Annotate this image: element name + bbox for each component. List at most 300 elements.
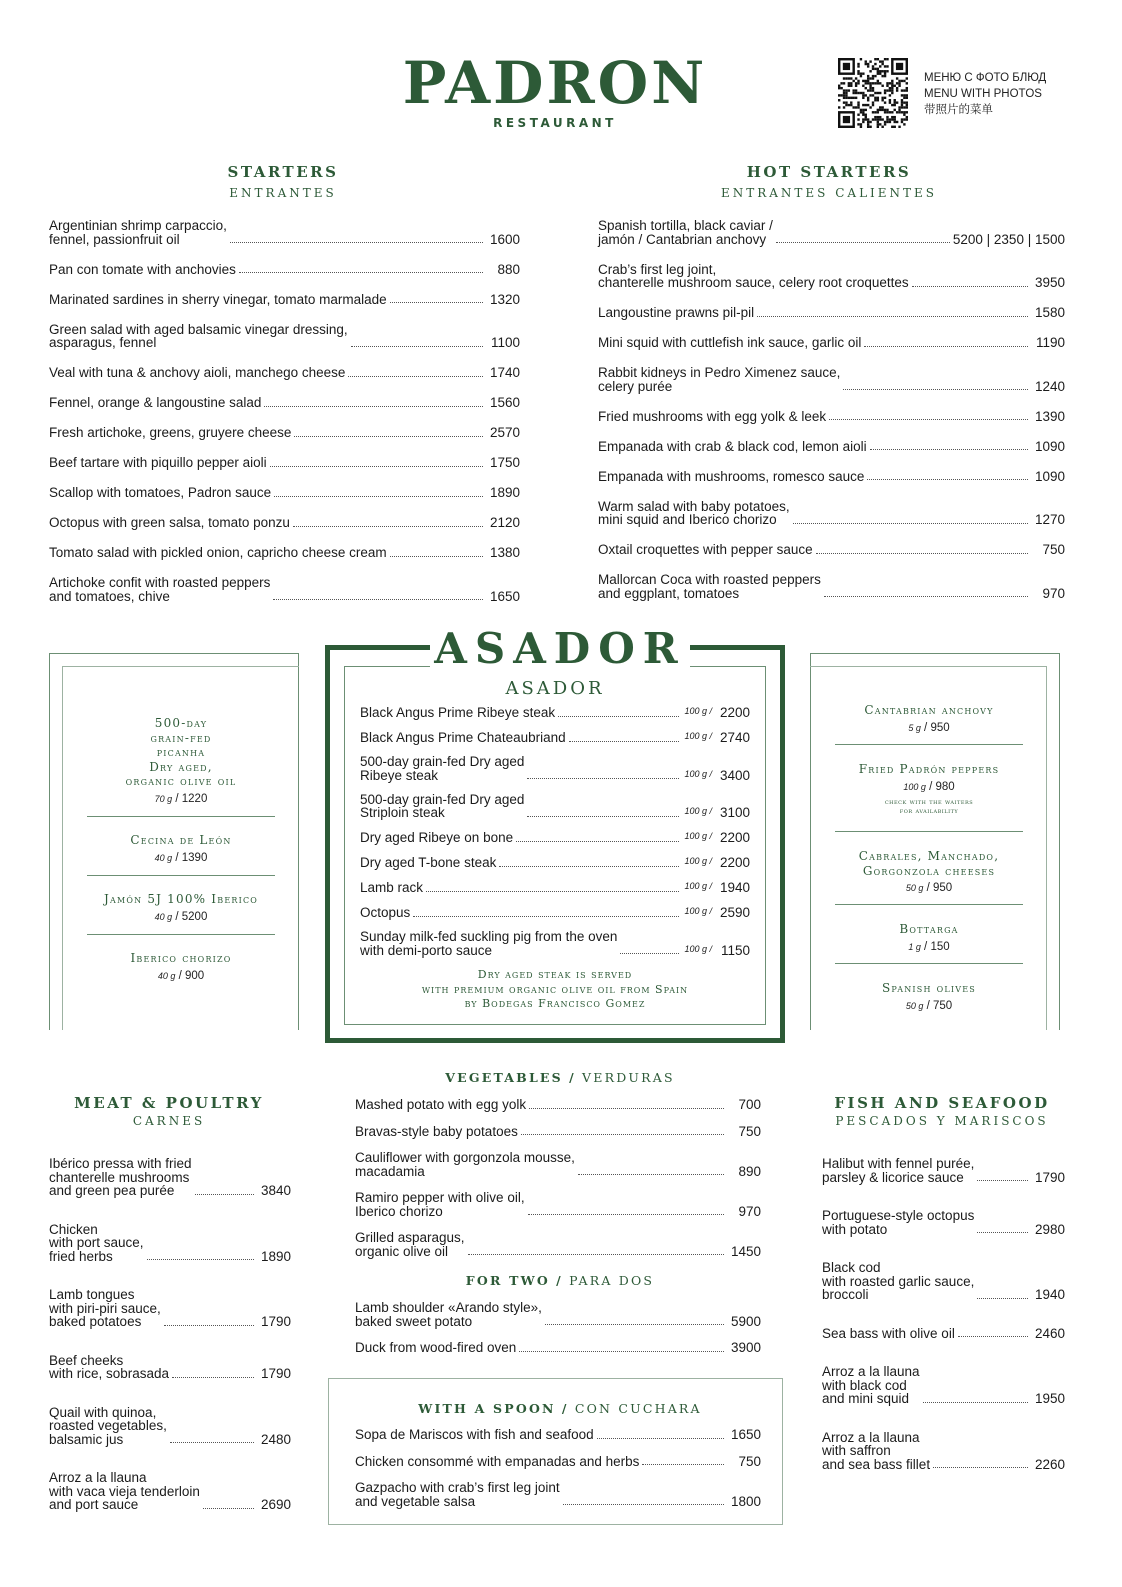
menu-item: [49, 263, 520, 277]
menu-item-price: 2590: [719, 905, 750, 920]
tapas-price-line: [818, 941, 1040, 953]
menu-item-price: 1740: [489, 365, 520, 380]
menu-item-name: Green salad with aged balsamic vinegar dressing, asparagus, fennel: [49, 321, 348, 350]
menu-item: [49, 1288, 291, 1329]
menu-item: [822, 1261, 1065, 1302]
tapas-price: 1220: [181, 792, 208, 805]
menu-item: [355, 1125, 761, 1139]
menu-item-price: 1380: [489, 545, 520, 560]
leader-dots: [958, 1336, 1028, 1337]
tapas-item: [70, 892, 292, 923]
tapas-title: Spanish olives: [881, 981, 976, 995]
leader-dots: [521, 1134, 724, 1135]
menu-item: [360, 855, 750, 870]
menu-item-weight: 100 g /: [684, 831, 712, 841]
vegetables-heading: [390, 1070, 730, 1085]
menu-item-price: 970: [1042, 585, 1065, 601]
leader-dots: [519, 1351, 724, 1352]
menu-item-price: 1390: [1034, 408, 1065, 424]
tapas-price-line: [818, 722, 1040, 734]
menu-item-name: Octopus with green salsa, tomato ponzu: [49, 515, 290, 530]
menu-item-price: 1090: [1034, 468, 1065, 484]
asador-title: ASADOR: [430, 626, 690, 672]
menu-item: [598, 263, 1065, 290]
menu-item: [360, 905, 750, 920]
menu-item-name: Duck from wood-fired oven: [355, 1340, 517, 1355]
menu-item-price: 1940: [719, 880, 750, 895]
menu-item: [360, 730, 750, 745]
menu-item: [49, 396, 520, 410]
tapas-price: 980: [935, 780, 955, 793]
menu-item-name: Grilled asparagus, organic olive oil: [355, 1230, 465, 1259]
for-two-heading: [390, 1273, 730, 1288]
tapas-weight: 40 g: [154, 911, 173, 922]
menu-item: [360, 830, 750, 845]
tapas-title: Bottarga: [899, 922, 959, 936]
spoon-slash: /: [561, 1401, 569, 1416]
for-two-slash: /: [556, 1273, 563, 1288]
menu-item-price: 750: [738, 1453, 761, 1469]
tapas-separator: [835, 904, 1023, 905]
menu-item: [598, 336, 1065, 350]
tapas-weight: 40 g: [157, 970, 176, 981]
menu-item: [49, 1223, 291, 1264]
menu-item-price: 1790: [1034, 1169, 1065, 1185]
starters-subtitle: ENTRANTES: [229, 186, 337, 200]
leader-dots: [923, 1402, 1028, 1403]
menu-item-name: 500-day grain-fed Dry aged Striploin steak: [360, 791, 525, 820]
tapas-item: [818, 762, 1040, 815]
vegetables-slash: /: [569, 1070, 576, 1085]
tapas-note: check with the waiters for availability: [884, 796, 974, 815]
menu-item-price: 970: [738, 1203, 761, 1219]
menu-item-name: Empanada with mushrooms, romesco sauce: [598, 468, 865, 484]
menu-item-name: Crab’s first leg joint, chanterelle mushroom sauce, celery root croquettes: [598, 261, 909, 290]
menu-item-price: 1650: [489, 588, 520, 604]
menu-item-weight: 100 g /: [684, 706, 712, 716]
tapas-item: [818, 981, 1040, 1012]
leader-dots: [597, 1438, 724, 1439]
leader-dots: [824, 596, 1028, 597]
menu-item-name: Mashed potato with egg yolk: [355, 1097, 527, 1112]
menu-item: [355, 1341, 761, 1355]
leader-dots: [170, 1442, 254, 1443]
leader-dots: [977, 1232, 1028, 1233]
tapas-title: Cantabrian anchovy: [864, 703, 994, 717]
menu-item-name: Lamb shoulder «Arando style», baked sweet potato: [355, 1300, 542, 1329]
tapas-weight: 50 g: [905, 1000, 924, 1011]
menu-item: [598, 440, 1065, 454]
meat-subtitle: CARNES: [132, 1114, 206, 1128]
menu-item-name: Fresh artichoke, greens, gruyere cheese: [49, 425, 292, 440]
leader-dots: [578, 1174, 724, 1175]
leader-dots: [270, 466, 483, 467]
tapas-title: Fried Padrón peppers: [858, 762, 1000, 776]
leader-dots: [499, 866, 679, 867]
qr-label-line: MENU WITH PHOTOS: [924, 88, 1042, 100]
menu-item: [49, 293, 520, 307]
starters-list: [49, 219, 520, 620]
leader-dots: [426, 891, 679, 892]
menu-item-price: 1600: [489, 231, 520, 247]
menu-item: [49, 516, 520, 530]
fish-list: [822, 1157, 1065, 1496]
menu-item: [49, 1406, 291, 1447]
leader-dots: [977, 1298, 1028, 1299]
tapas-price-line: [70, 970, 292, 982]
menu-item: [598, 470, 1065, 484]
leader-dots: [172, 1377, 254, 1378]
menu-item-name: Black Angus Prime Ribeye steak: [360, 705, 556, 720]
menu-item-weight: 100 g /: [684, 943, 712, 954]
tapas-weight: 40 g: [154, 852, 173, 863]
tapas-weight: 70 g: [154, 793, 173, 804]
menu-item-price: 750: [1042, 542, 1065, 557]
leader-dots: [274, 496, 483, 497]
menu-item: [598, 306, 1065, 320]
menu-item: [360, 793, 750, 820]
leader-dots: [545, 1324, 724, 1325]
tapas-divider: /: [175, 969, 185, 982]
menu-item-name: Artichoke confit with roasted peppers and tomatoes, chive: [49, 575, 271, 604]
leader-dots: [620, 953, 679, 954]
leader-dots: [977, 1180, 1028, 1181]
menu-item: [49, 366, 520, 380]
leader-dots: [558, 716, 679, 717]
menu-item-price: 2460: [1034, 1325, 1065, 1341]
menu-item-name: Scallop with tomatoes, Padron sauce: [49, 485, 272, 500]
menu-item-name: Cauliflower with gorgonzola mousse, macadamia: [355, 1150, 575, 1179]
tapas-price: 900: [184, 969, 205, 982]
menu-item-name: Gazpacho with crab’s first leg joint and vegetable salsa: [355, 1480, 560, 1509]
menu-item-price: 3950: [1034, 275, 1065, 290]
tapas-separator: [835, 831, 1023, 832]
leader-dots: [390, 556, 483, 557]
tapas-title: Jamón 5J 100% Iberico: [103, 892, 259, 906]
menu-item-name: 500-day grain-fed Dry aged Ribeye steak: [360, 754, 525, 783]
leader-dots: [757, 316, 1028, 317]
menu-item-weight: 100 g /: [684, 881, 712, 891]
spoon-title: WITH A SPOON: [418, 1401, 556, 1416]
vegetables-title: VEGETABLES: [445, 1070, 563, 1085]
tapas-price-line: [818, 781, 1040, 793]
tapas-title: 500-day grain-fed picanha Dry aged, organic olive oil: [125, 716, 237, 788]
tapas-weight: 100 g: [903, 781, 926, 792]
menu-item: [822, 1431, 1065, 1472]
meat-title: MEAT & POULTRY: [74, 1094, 264, 1112]
menu-item-name: Warm salad with baby potatoes, mini squid and Iberico chorizo: [598, 498, 790, 527]
tapas-price-line: [818, 1000, 1040, 1012]
tapas-weight: 5 g: [908, 722, 921, 733]
leader-dots: [527, 816, 679, 817]
leader-dots: [843, 389, 1028, 390]
menu-item-price: 1320: [489, 291, 520, 307]
menu-item-name: Black Angus Prime Chateaubriand: [360, 730, 566, 745]
tapas-weight: 1 g: [908, 941, 921, 952]
menu-item-name: Veal with tuna & anchovy aioli, manchego cheese: [49, 365, 346, 380]
tapas-separator: [835, 963, 1023, 964]
menu-item: [49, 576, 520, 603]
tapas-separator: [87, 816, 275, 817]
tapas-separator: [835, 744, 1023, 745]
menu-item-price: 5900: [730, 1313, 761, 1329]
starters-title: STARTERS: [227, 163, 339, 181]
tapas-divider: /: [925, 780, 936, 793]
menu-item: [822, 1365, 1065, 1406]
menu-item: [355, 1428, 761, 1442]
leader-dots: [912, 286, 1028, 287]
menu-item: [49, 219, 520, 246]
tapas-title: Cabrales, Manchado, Gorgonzola cheeses: [858, 849, 1000, 878]
tapas-item: [70, 951, 292, 982]
menu-item: [49, 1157, 291, 1198]
fish-title: FISH AND SEAFOOD: [834, 1094, 1050, 1112]
menu-item: [49, 426, 520, 440]
menu-item-name: Portuguese-style octopus with potato: [822, 1208, 975, 1237]
tapas-title: Iberico chorizo: [130, 951, 232, 965]
menu-item-price: 2120: [489, 515, 520, 530]
menu-item-price: 2690: [260, 1497, 291, 1512]
menu-item: [355, 1151, 761, 1178]
menu-item: [598, 573, 1065, 600]
tapas-item: [70, 833, 292, 864]
vegetables-subtitle: VERDURAS: [582, 1070, 675, 1085]
leader-dots: [864, 346, 1028, 347]
leader-dots: [793, 523, 1028, 524]
menu-item-name: Spanish tortilla, black caviar / jamón / Cantabrian anchovy: [598, 218, 773, 247]
leader-dots: [829, 419, 1028, 420]
leader-dots: [933, 1467, 1028, 1468]
leader-dots: [776, 242, 950, 243]
menu-item-name: Lamb tongues with piri-piri sauce, baked potatoes: [49, 1287, 161, 1329]
menu-item: [355, 1481, 761, 1508]
menu-item-price: 750: [738, 1123, 761, 1139]
leader-dots: [293, 526, 483, 527]
leader-dots: [569, 741, 680, 742]
tapas-divider: /: [923, 999, 933, 1012]
tapas-price: 150: [930, 940, 950, 953]
leader-dots: [351, 346, 483, 347]
menu-item-price: 2200: [719, 830, 750, 845]
tapas-price-line: [70, 793, 292, 805]
leader-dots: [563, 1504, 724, 1505]
menu-item-price: 2260: [1034, 1456, 1065, 1472]
tapas-divider: /: [920, 940, 931, 953]
leader-dots: [273, 599, 483, 600]
menu-item-price: 5200 | 2350 | 1500: [952, 231, 1065, 247]
leader-dots: [413, 916, 679, 917]
tapas-weight: 50 g: [905, 883, 924, 893]
menu-item: [49, 1471, 291, 1512]
menu-item-name: Lamb rack: [360, 880, 424, 895]
menu-item-price: 1800: [730, 1493, 761, 1509]
asador-subtitle: ASADOR: [505, 678, 605, 699]
tapas-item: [70, 716, 292, 805]
menu-item: [598, 500, 1065, 527]
menu-item-price: 3100: [719, 805, 750, 820]
leader-dots: [527, 778, 679, 779]
menu-item: [49, 486, 520, 500]
tapas-item: [818, 922, 1040, 953]
menu-item: [598, 543, 1065, 557]
menu-item-name: Sopa de Mariscos with fish and seafood: [355, 1427, 594, 1442]
qr-code-icon[interactable]: [838, 58, 908, 128]
menu-item-price: 1750: [489, 455, 520, 470]
menu-item: [355, 1098, 761, 1112]
for-two-subtitle: PARA DOS: [569, 1273, 655, 1288]
tapas-title: Cecina de León: [130, 833, 232, 847]
hot-starters-subtitle: ENTRANTES CALIENTES: [720, 186, 938, 200]
for-two-title: FOR TWO: [465, 1273, 550, 1288]
menu-item-price: 890: [738, 1163, 761, 1179]
menu-item: [355, 1191, 761, 1218]
menu-item: [822, 1327, 1065, 1341]
menu-item-name: Dry aged Ribeye on bone: [360, 830, 514, 845]
menu-item: [49, 323, 520, 350]
tapas-price: 950: [932, 882, 953, 894]
menu-item: [49, 546, 520, 560]
restaurant-logo: [380, 49, 730, 130]
leader-dots: [528, 1214, 724, 1215]
menu-item: [822, 1209, 1065, 1236]
menu-item-name: Oxtail croquettes with pepper sauce: [598, 542, 813, 557]
menu-item-weight: 100 g /: [684, 856, 712, 866]
menu-item: [598, 366, 1065, 393]
menu-item-name: Black cod with roasted garlic sauce, broccoli: [822, 1260, 975, 1302]
asador-note: Dry aged steak is served with premium organic olive oil from Spain by Bodegas Francisco Gomez: [421, 968, 689, 1010]
hot-starters-title: HOT STARTERS: [746, 163, 912, 181]
menu-item: [360, 755, 750, 782]
tapas-price-line: [70, 852, 292, 864]
menu-item-price: 1240: [1034, 378, 1065, 394]
menu-item-name: Chicken with port sauce, fried herbs: [49, 1221, 144, 1264]
leader-dots: [529, 1108, 724, 1109]
menu-item: [360, 930, 750, 957]
menu-item-price: 1940: [1034, 1287, 1065, 1302]
menu-item-weight: 100 g /: [684, 906, 712, 916]
menu-item-name: Arroz a la llauna with saffron and sea bass fillet: [822, 1429, 931, 1472]
spoon-list: [355, 1428, 761, 1521]
menu-item-name: Fennel, orange & langoustine salad: [49, 395, 262, 410]
menu-item-name: Argentinian shrimp carpaccio, fennel, passionfruit oil: [49, 218, 227, 247]
menu-item-price: 1450: [730, 1243, 761, 1259]
menu-item-weight: 100 g /: [684, 806, 712, 816]
leader-dots: [294, 436, 483, 437]
menu-item-name: Sea bass with olive oil: [822, 1325, 955, 1341]
menu-item-price: 2200: [719, 705, 750, 720]
leader-dots: [147, 1259, 254, 1260]
tapas-price-line: [818, 882, 1040, 894]
hot-starters-list: [598, 219, 1065, 617]
menu-item-weight: 100 g /: [684, 731, 712, 741]
menu-item-name: Dry aged T-bone steak: [360, 855, 497, 870]
menu-item-price: 1100: [490, 335, 520, 350]
menu-item-name: Bravas-style baby potatoes: [355, 1123, 518, 1139]
menu-item-price: 2570: [489, 425, 520, 440]
menu-item-name: Marinated sardines in sherry vinegar, tomato marmalade: [49, 291, 387, 307]
leader-dots: [203, 1508, 254, 1509]
menu-item-price: 1890: [260, 1248, 291, 1264]
spoon-subtitle: CON CUCHARA: [574, 1401, 702, 1416]
menu-item-price: 1950: [1034, 1391, 1065, 1406]
menu-item-name: Sunday milk-fed suckling pig from the oven with demi-porto sauce: [360, 929, 618, 958]
menu-item-price: 1790: [260, 1366, 291, 1381]
menu-item-price: 3900: [730, 1340, 761, 1355]
tapas-divider: /: [172, 910, 182, 923]
spoon-heading: [390, 1401, 730, 1416]
menu-item-name: Arroz a la llauna with black cod and mini squid: [822, 1364, 920, 1406]
menu-item: [598, 219, 1065, 246]
tapas-separator: [87, 875, 275, 876]
leader-dots: [390, 302, 483, 303]
leader-dots: [264, 406, 483, 407]
leader-dots: [516, 841, 679, 842]
menu-item-price: 3400: [719, 767, 750, 783]
tapas-separator: [87, 934, 275, 935]
menu-item-name: Langoustine prawns pil-pil: [598, 305, 755, 320]
menu-item-name: Ramiro pepper with olive oil, Iberico chorizo: [355, 1190, 525, 1219]
menu-item-weight: 100 g /: [684, 768, 712, 779]
menu-item-price: 1560: [489, 395, 520, 410]
tapas-item: [818, 703, 1040, 734]
menu-item-name: Octopus: [360, 905, 411, 920]
fish-subtitle: PESCADOS Y MARISCOS: [835, 1114, 1049, 1128]
menu-item-price: 880: [497, 261, 520, 277]
qr-label: [924, 70, 1046, 118]
menu-item-price: 1890: [489, 485, 520, 500]
leader-dots: [468, 1254, 724, 1255]
tapas-price: 750: [932, 999, 953, 1012]
tapas-price: 1390: [181, 851, 208, 864]
menu-item-price: 2980: [1034, 1221, 1065, 1237]
tapas-divider: /: [923, 882, 933, 894]
menu-item-name: Mini squid with cuttlefish ink sauce, garlic oil: [598, 335, 862, 350]
leader-dots: [816, 553, 1028, 554]
tapas-divider: /: [920, 721, 931, 734]
menu-item-name: Empanada with crab & black cod, lemon aioli: [598, 438, 867, 454]
qr-label-line: 带照片的菜单: [924, 104, 993, 116]
menu-item-name: Pan con tomate with anchovies: [49, 261, 236, 277]
tapas-price-line: [70, 911, 292, 923]
menu-item-price: 2480: [260, 1431, 291, 1447]
leader-dots: [164, 1325, 254, 1326]
tapas-item: [818, 849, 1040, 894]
for-two-list: [355, 1301, 761, 1368]
menu-item-price: 1580: [1034, 305, 1065, 320]
restaurant-subtitle: RESTAURANT: [493, 116, 617, 130]
menu-item-name: Chicken consommé with empanadas and herbs: [355, 1453, 640, 1469]
tapas-price: 5200: [181, 910, 208, 923]
menu-item-name: Rabbit kidneys in Pedro Ximenez sauce, celery purée: [598, 365, 841, 394]
menu-item-price: 1190: [1035, 335, 1065, 350]
menu-item: [49, 456, 520, 470]
asador-list: [360, 705, 750, 968]
menu-item: [598, 410, 1065, 424]
menu-item: [49, 1354, 291, 1381]
menu-item: [355, 1231, 761, 1258]
leader-dots: [195, 1194, 254, 1195]
menu-item-name: Mallorcan Coca with roasted peppers and eggplant, tomatoes: [598, 572, 821, 601]
menu-item: [360, 880, 750, 895]
menu-item: [355, 1455, 761, 1469]
menu-item-name: Beef cheeks with rice, sobrasada: [49, 1352, 170, 1381]
menu-item-name: Fried mushrooms with egg yolk & leek: [598, 408, 827, 424]
menu-item-name: Beef tartare with piquillo pepper aioli: [49, 455, 267, 470]
menu-item-name: Halibut with fennel purée, parsley & licorice sauce: [822, 1156, 975, 1185]
leader-dots: [870, 449, 1028, 450]
menu-item-price: 1650: [730, 1427, 761, 1442]
meat-list: [49, 1157, 291, 1537]
